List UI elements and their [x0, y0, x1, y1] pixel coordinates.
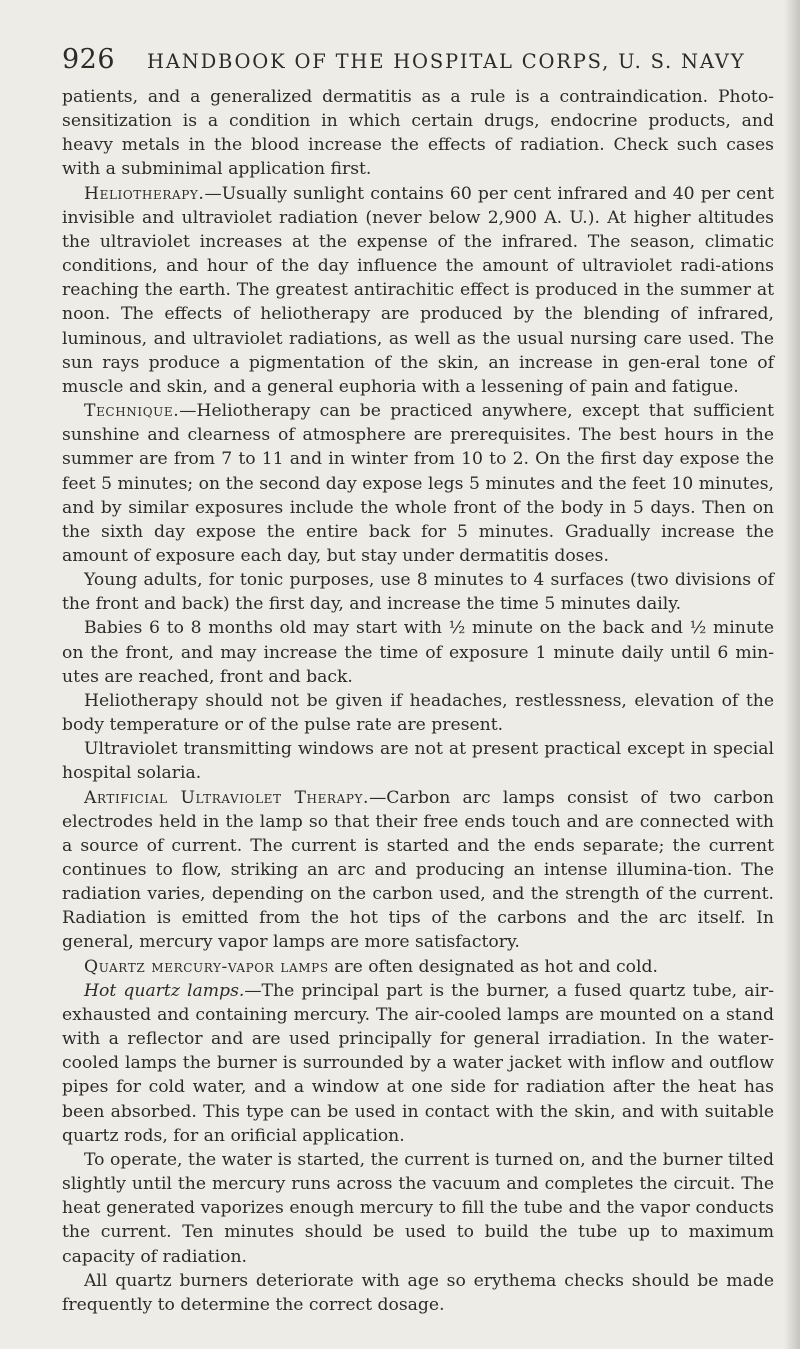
section-heading: Quartz mercury-vapor lamps [84, 956, 329, 977]
paragraph-text: All quartz burners deteriorate with age so erythema checks should be made frequently to determine the correct dosage. [62, 1270, 774, 1315]
paragraph-text: are often designated as hot and cold. [328, 956, 658, 977]
paragraph-text: Babies 6 to 8 months old may start with ½ minute on the back and ½ minute on the front, and may increase the time of exposure 1 minute daily until 6 min-utes are reached, front and back. [62, 618, 774, 687]
paragraph-operate [62, 1148, 774, 1269]
paragraph-text: To operate, the water is started, the current is turned on, and the burner tilted slightly until the mercury runs across the vacuum and completes the circuit. The heat generated vaporizes enough mercury to fill the tube and the vapor conducts the current. Ten minutes should be used to build the tube up to maximum capacity of radiation. [62, 1149, 774, 1267]
paragraph-text: Ultraviolet transmitting windows are not at present practical except in special hospital solaria. [62, 739, 774, 784]
paragraph-babies [62, 616, 774, 688]
paragraph-hot-quartz [62, 979, 774, 1148]
paragraph-text: patients, and a generalized dermatitis as a rule is a contraindication. Photo-sensitization is a condition in which certain drugs, endocrine products, and heavy metals in the blood increase the effects of radiation. Check such cases with a subminimal application first. [62, 87, 774, 180]
paragraph-windows [62, 737, 774, 785]
paragraph-quartz-lamps [62, 955, 774, 979]
paragraph-deterioration [62, 1269, 774, 1317]
section-heading: Heliotherapy. [84, 183, 205, 204]
section-heading: Artificial Ultraviolet Therapy. [84, 787, 370, 808]
paragraph-text: Young adults, for tonic purposes, use 8 minutes to 4 surfaces (two divisions of the front and back) the first day, and increase the time 5 minutes daily. [62, 570, 774, 615]
paragraph-intro [62, 85, 774, 182]
paragraph-text: —The principal part is the burner, a fused quartz tube, air-exhausted and containing mercury. The air-cooled lamps are mounted on a stand with a reflector and are used principally for general irradiation. In the water-cooled lamps the burner is surrounded by a water jacket with inflow and outflow pipes for cold water, and a window at one side for radiation after the heat has been absorbed. This type can be used in contact with the skin, and with suitable quartz rods, for an orificial application. [62, 980, 775, 1146]
page-edge-shadow [784, 0, 800, 1349]
page-header [62, 44, 754, 75]
paragraph-young-adults [62, 568, 774, 616]
section-heading: Hot quartz lamps. [84, 980, 245, 1001]
paragraph-text: Heliotherapy should not be given if headaches, restlessness, elevation of the body temperature or of the pulse rate are present. [62, 690, 774, 736]
paragraph-text: —Carbon arc lamps consist of two carbon electrodes held in the lamp so that their free ends touch and are connected with a source of current. The current is started and the ends separate; the current continues to flow, striking an arc and producing an intense illumina-tion. The radiation varies, depending on the carbon used, and the strength of the current. Radiation is emitted from the hot tips of the carbons and the arc itself. In general, mercury vapor lamps are more satisfactory. [62, 787, 774, 953]
paragraph-contraindications [62, 689, 774, 737]
paragraph-text: —Usually sunlight contains 60 per cent infrared and 40 per cent invisible and ultraviolet radiation (never below 2,900 A. U.). At higher altitudes the ultraviolet increases at the expense of the infrared. The season, climatic conditions, and hour of the day influence the amount of ultraviolet radi-ations reaching the earth. The greatest antirachitic effect is produced in the summer at noon. The effects of heliotherapy are produced by the blending of infrared, luminous, and ultraviolet radiations, as well as the usual nursing care used. The sun rays produce a pigmentation of the skin, an increase in gen-eral tone of muscle and skin, and a general euphoria with a lessening of pain and fatigue. [62, 183, 774, 397]
running-head: HANDBOOK OF THE HOSPITAL CORPS, U. S. NAVY [147, 50, 746, 73]
paragraph-technique [62, 399, 774, 568]
page-number: 926 [62, 44, 116, 75]
paragraph-text: —Heliotherapy can be practiced anywhere, except that sufficient sunshine and clearness of atmosphere are prerequisites. The best hours in the summer are from 7 to 11 and in winter from 10 to 2. On the first day expose the feet 5 minutes; on the second day expose legs 5 minutes and the feet 10 minutes, and by similar exposures include the whole front of the body in 5 days. Then on the sixth day expose the entire back for 5 minutes. Gradually increase the amount of exposure each day, but stay under dermatitis doses. [62, 401, 774, 566]
section-heading: Technique. [84, 401, 180, 422]
body-text [62, 85, 774, 1317]
paragraph-artificial-ultraviolet [62, 786, 774, 955]
paragraph-heliotherapy [62, 182, 774, 399]
